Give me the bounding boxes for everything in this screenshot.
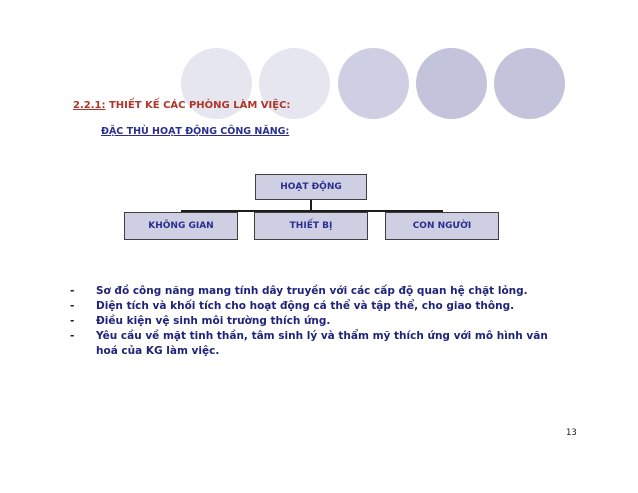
page-number: 13 — [566, 428, 577, 438]
section-heading — [73, 100, 290, 111]
section-number: 2.2.1: — [73, 100, 106, 111]
bullet-text: Điều kiện vệ sinh môi trường thích ứng. — [96, 315, 331, 327]
list-item — [70, 299, 550, 314]
diagram-root-box: HOẠT ĐỘNG — [255, 174, 367, 200]
bullet-marker: - — [70, 285, 75, 297]
diagram-child-box: THIẾT BỊ — [254, 212, 368, 240]
list-item — [70, 314, 550, 329]
decorative-circle — [494, 48, 565, 119]
diagram-child-box: CON NGƯỜI — [385, 212, 499, 240]
diagram-child-box: KHÔNG GIAN — [124, 212, 238, 240]
subtitle: ĐẶC THÙ HOẠT ĐỘNG CÔNG NĂNG: — [101, 126, 290, 137]
list-item — [70, 329, 550, 359]
bullet-list — [70, 284, 550, 359]
decorative-circle — [416, 48, 487, 119]
bullet-marker: - — [70, 315, 75, 327]
decorative-circle — [338, 48, 409, 119]
bullet-text: Yêu cầu về mặt tinh thần, tâm sinh lý và thẩm mỹ thích ứng với mô hình văn hoá của KG làm việc. — [96, 330, 548, 357]
bullet-marker: - — [70, 300, 75, 312]
bullet-text: Diện tích và khối tích cho hoạt động cá thể và tập thể, cho giao thông. — [96, 300, 515, 312]
list-item — [70, 284, 550, 299]
bullet-marker: - — [70, 330, 75, 342]
bullet-text: Sơ đồ công năng mang tính dây truyền với các cấp độ quan hệ chặt lỏng. — [96, 285, 528, 297]
section-title: THIẾT KẾ CÁC PHÒNG LÀM VIỆC: — [108, 100, 291, 111]
